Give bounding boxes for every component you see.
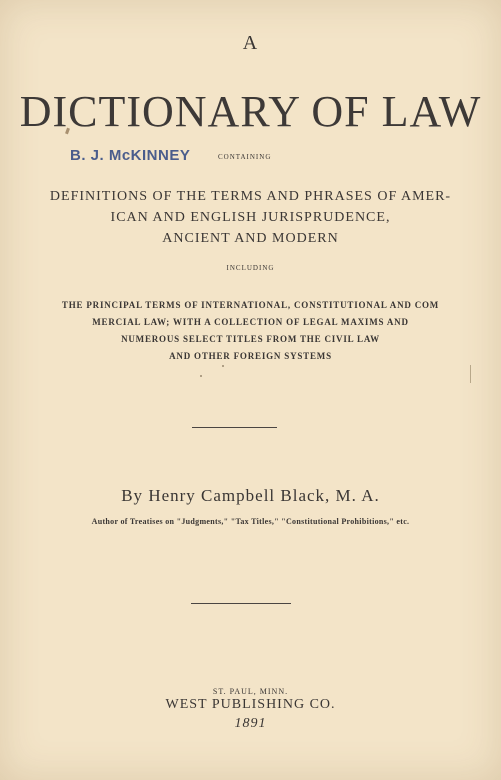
author-name: Henry Campbell Black, M. A. [148, 486, 380, 505]
containing-label: CONTAINING [218, 153, 272, 161]
principal-terms-line: NUMEROUS SELECT TITLES FROM THE CIVIL LAW [121, 334, 380, 344]
principal-terms-line: AND OTHER FOREIGN SYSTEMS [169, 351, 332, 361]
definitions-line: DEFINITIONS OF THE TERMS AND PHRASES OF AMER- [49, 189, 452, 204]
divider-rule [192, 427, 277, 428]
definitions-line: ICAN AND ENGLISH JURISPRUDENCE, [110, 210, 391, 225]
speck [200, 375, 202, 377]
principal-terms-line: THE PRINCIPAL TERMS OF INTERNATIONAL, CONSTITUTIONAL AND COM [61, 300, 440, 310]
author-treatises: Author of Treatises on "Judgments," "Tax Titles," "Constitutional Prohibitions," etc. [91, 517, 410, 526]
imprint-place: ST. PAUL, MINN. [212, 687, 289, 696]
book-title: DICTIONARY OF LAW [19, 87, 482, 136]
margin-mark [470, 365, 471, 383]
author-prefix: By [121, 486, 144, 505]
imprint-publisher: WEST PUBLISHING CO. [165, 697, 336, 712]
owner-stamp: B. J. McKINNEY [70, 147, 191, 164]
title-article: A [242, 32, 259, 54]
divider-rule [191, 603, 291, 604]
principal-terms-line: MERCIAL LAW; WITH A COLLECTION OF LEGAL MAXIMS AND [92, 317, 409, 327]
speck [222, 365, 224, 367]
including-label: INCLUDING [226, 264, 275, 272]
author-line [0, 486, 501, 506]
definitions-block [0, 186, 501, 249]
definitions-line: ANCIENT AND MODERN [162, 231, 339, 246]
principal-terms-block [0, 297, 501, 365]
imprint-year: 1891 [234, 716, 267, 731]
